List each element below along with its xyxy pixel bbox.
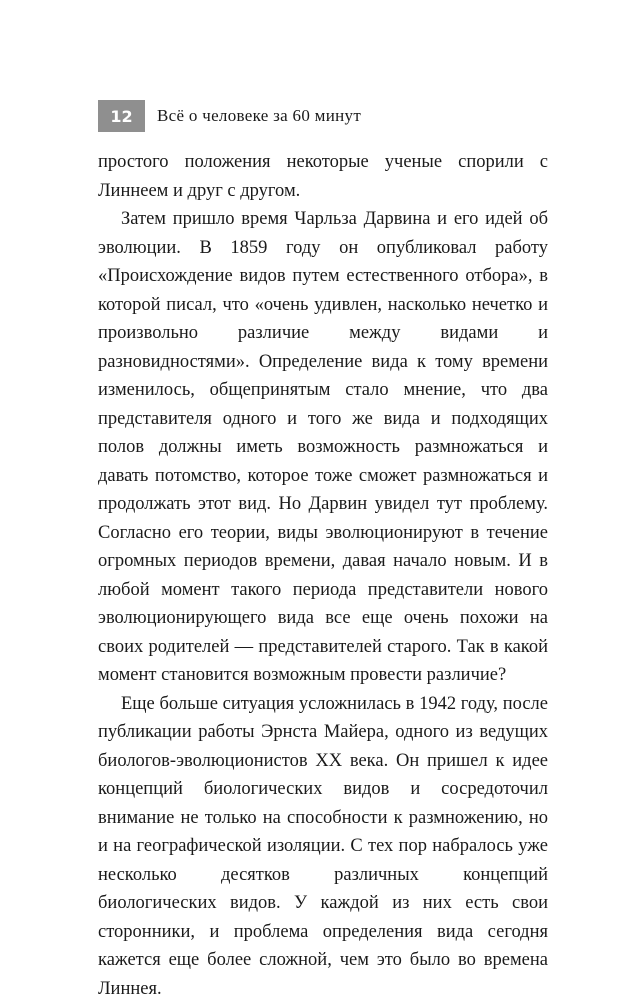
running-header [98, 100, 361, 132]
running-title: Всё о человеке за 60 минут [157, 106, 361, 126]
page-number: 12 [98, 100, 145, 132]
paragraph-darwin: Затем пришло время Чарльза Дарвина и его идей об эволюции. В 1859 году он опубликовал работу «Происхождение видов путем естественного отбора», в которой писал, что «очень удивлен, насколько нечетко и произвольно различие между видами и разновидностями». Определение вида к тому времени изменилось, общепринятым стало мнение, что два представителя одного и того же вида и подходящих полов должны иметь возможность размножаться и давать потомство, которое тоже сможет размножаться и продолжать этот вид. Но Дарвин увидел тут проблему. Согласно его теории, виды эволюционируют в течение огромных периодов времени, давая начало новым. И в любой момент такого периода представители нового эволюционирующего вида все еще очень похожи на своих родителей — представителей старого. Так в какой момент становится возможным провести различие? [98, 205, 548, 690]
paragraph-mayr: Еще больше ситуация усложнилась в 1942 году, после публикации работы Эрнста Майера, одного из ведущих биологов-эволюционистов XX века. Он пришел к идее концепций биологических видов и сосредоточил внимание не только на способности к размножению, но и на географической изоляции. С тех пор набралось уже несколько десятков различных концепций биологических видов. У каждой из них есть свои сторонники, и проблема определения вида сегодня кажется еще более сложной, чем это было во времена Линнея. [98, 690, 548, 1003]
paragraph-continuation: простого положения некоторые ученые спорили с Линнеем и друг с другом. [98, 148, 548, 205]
body-text [98, 148, 548, 1003]
